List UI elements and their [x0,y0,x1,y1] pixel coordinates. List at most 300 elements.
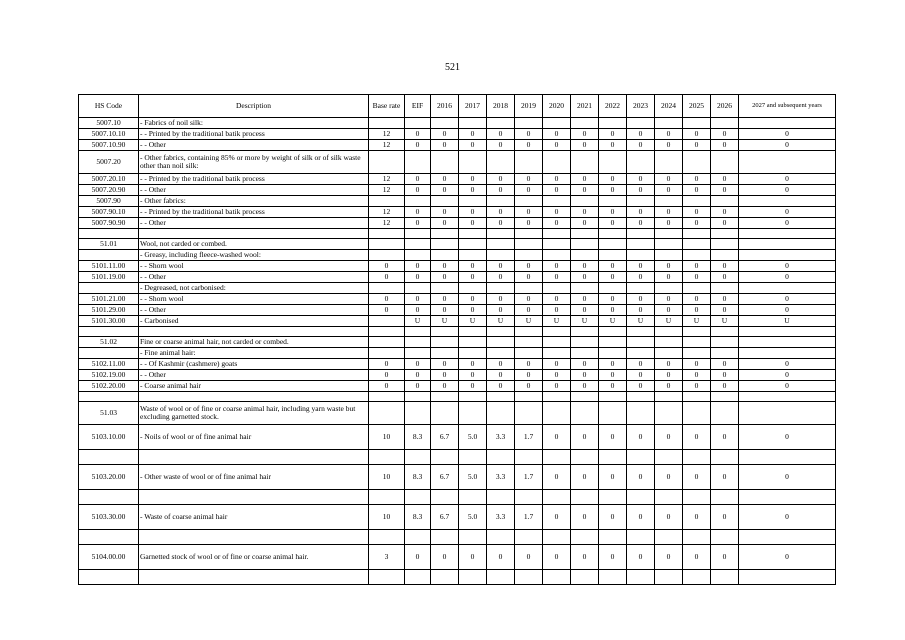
rate-cell: 0 [655,294,683,305]
rate-cell [627,151,655,174]
table-row [79,545,836,570]
rate-cell: 0 [711,140,739,151]
empty-cell [739,490,836,505]
rate-cell: 0 [487,129,515,140]
header-year: 2019 [515,95,543,118]
empty-cell [599,229,627,239]
empty-cell [711,450,739,465]
rate-cell: 0 [459,140,487,151]
empty-cell [655,392,683,402]
rate-cell [543,239,571,250]
rate-cell [431,402,459,425]
rate-cell: 0 [543,545,571,570]
hs-code-cell: 5007.20 [79,151,139,174]
base-rate-cell: 10 [369,425,405,450]
rate-cell: 0 [487,185,515,196]
rate-cell: 0 [431,207,459,218]
rate-cell: 0 [405,174,431,185]
rate-cell [487,283,515,294]
rate-cell: 0 [627,272,655,283]
description-cell: - - Printed by the traditional batik process [139,129,369,140]
rate-cell: 0 [459,207,487,218]
rate-cell: 0 [599,545,627,570]
rate-cell [711,239,739,250]
rate-cell: 0 [571,381,599,392]
hs-code-cell: 5103.30.00 [79,505,139,530]
hs-code-cell [79,348,139,359]
rate-cell [655,348,683,359]
rate-cell [431,250,459,261]
empty-cell [739,392,836,402]
rate-cell [487,402,515,425]
rate-cell: 1.7 [515,465,543,490]
empty-cell [487,570,515,585]
empty-cell [711,229,739,239]
rate-cell: 0 [683,370,711,381]
rate-cell [739,151,836,174]
rate-cell: 0 [431,140,459,151]
hs-code-cell: 5007.10.10 [79,129,139,140]
table-row [79,465,836,490]
table-row [79,570,836,585]
rate-cell: 0 [459,370,487,381]
rate-cell [683,239,711,250]
rate-cell: 0 [571,272,599,283]
rate-cell: 0 [405,305,431,316]
rate-cell [739,118,836,129]
rate-cell [627,118,655,129]
header-year: 2024 [655,95,683,118]
rate-cell: 0 [515,370,543,381]
rate-cell: 0 [431,294,459,305]
table-row [79,316,836,327]
rate-cell: 0 [571,425,599,450]
rate-cell: 0 [683,261,711,272]
empty-cell [139,392,369,402]
hs-code-cell: 5102.11.00 [79,359,139,370]
rate-cell: 0 [627,370,655,381]
rate-cell [683,348,711,359]
base-rate-cell [369,337,405,348]
rate-cell: 0 [487,207,515,218]
table-row [79,283,836,294]
table-row [79,229,836,239]
rate-cell [683,337,711,348]
rate-cell: 5.0 [459,465,487,490]
rate-cell: 0 [599,465,627,490]
empty-cell [459,327,487,337]
empty-cell [683,229,711,239]
rate-cell: 0 [739,505,836,530]
rate-cell [405,283,431,294]
rate-cell: U [599,316,627,327]
description-cell: - Greasy, including fleece-washed wool: [139,250,369,261]
rate-cell [739,337,836,348]
empty-cell [487,530,515,545]
empty-cell [431,490,459,505]
rate-cell [543,348,571,359]
rate-cell [459,250,487,261]
rate-cell: 0 [627,140,655,151]
header-hs-code: HS Code [79,95,139,118]
rate-cell [543,402,571,425]
empty-cell [139,490,369,505]
rate-cell: 0 [711,207,739,218]
table-row [79,359,836,370]
rate-cell: 0 [683,505,711,530]
rate-cell: 0 [487,381,515,392]
hs-code-cell [79,250,139,261]
rate-cell: 0 [543,174,571,185]
rate-cell: 0 [487,140,515,151]
hs-code-cell: 5103.10.00 [79,425,139,450]
empty-cell [627,490,655,505]
table-row [79,381,836,392]
rate-cell: 0 [543,207,571,218]
header-year: 2025 [683,95,711,118]
rate-cell: 0 [599,218,627,229]
base-rate-cell: 3 [369,545,405,570]
rate-cell: 0 [571,174,599,185]
table-row [79,327,836,337]
rate-cell: 0 [655,207,683,218]
empty-cell [79,450,139,465]
rate-cell [515,283,543,294]
empty-cell [543,490,571,505]
hs-code-cell: 51.03 [79,402,139,425]
base-rate-cell [369,316,405,327]
rate-cell: 0 [459,218,487,229]
base-rate-cell: 0 [369,370,405,381]
rate-cell: 0 [655,272,683,283]
rate-cell: 0 [711,294,739,305]
rate-cell: 0 [599,261,627,272]
empty-cell [139,229,369,239]
table-row [79,151,836,174]
description-cell: - Waste of coarse animal hair [139,505,369,530]
rate-cell [571,283,599,294]
rate-cell: 0 [543,505,571,530]
rate-cell: 0 [571,261,599,272]
rate-cell: 0 [543,185,571,196]
empty-cell [369,392,405,402]
empty-cell [739,450,836,465]
rate-cell: 0 [431,305,459,316]
rate-cell: 6.7 [431,505,459,530]
hs-code-cell: 5101.11.00 [79,261,139,272]
description-cell: - - Printed by the traditional batik process [139,174,369,185]
rate-cell: 0 [739,272,836,283]
rate-cell [431,196,459,207]
rate-cell: 0 [459,174,487,185]
header-year: 2017 [459,95,487,118]
hs-code-cell: 5101.30.00 [79,316,139,327]
description-cell: - Carbonised [139,316,369,327]
table-row [79,305,836,316]
empty-cell [79,392,139,402]
rate-cell [711,118,739,129]
description-cell: - Other fabrics, containing 85% or more by weight of silk or of silk waste other than noil silk: [139,151,369,174]
rate-cell: 0 [711,305,739,316]
header-year: 2023 [627,95,655,118]
description-cell: Wool, not carded or combed. [139,239,369,250]
empty-cell [655,229,683,239]
rate-cell: 0 [515,140,543,151]
rate-cell: 0 [543,359,571,370]
rate-cell [599,196,627,207]
description-cell: - - Other [139,305,369,316]
rate-cell: 0 [599,294,627,305]
base-rate-cell [369,348,405,359]
empty-cell [79,530,139,545]
empty-cell [79,327,139,337]
rate-cell [683,250,711,261]
rate-cell [431,239,459,250]
empty-cell [655,327,683,337]
rate-cell: 0 [487,545,515,570]
description-cell: - - Other [139,370,369,381]
table-row [79,272,836,283]
rate-cell [405,196,431,207]
rate-cell [543,250,571,261]
rate-cell: 0 [487,272,515,283]
table-row [79,250,836,261]
description-cell: - Fine animal hair: [139,348,369,359]
rate-cell [405,250,431,261]
header-year: 2021 [571,95,599,118]
rate-cell: 0 [683,305,711,316]
base-rate-cell [369,151,405,174]
rate-cell: 0 [711,505,739,530]
table-row [79,530,836,545]
rate-cell: 0 [515,218,543,229]
rate-cell: 0 [571,370,599,381]
empty-cell [627,570,655,585]
rate-cell [515,250,543,261]
rate-cell: 0 [627,381,655,392]
rate-cell [459,402,487,425]
rate-cell: 0 [683,359,711,370]
rate-cell: 0 [711,261,739,272]
rate-cell: 0 [431,381,459,392]
empty-cell [739,570,836,585]
empty-cell [459,229,487,239]
table-row [79,337,836,348]
rate-cell: 0 [627,261,655,272]
rate-cell: 0 [599,185,627,196]
description-cell: - - Other [139,272,369,283]
rate-cell: 8.3 [405,465,431,490]
empty-cell [139,530,369,545]
rate-cell: 0 [711,218,739,229]
rate-cell: 0 [627,465,655,490]
rate-cell [515,118,543,129]
table-row [79,140,836,151]
rate-cell: 0 [431,370,459,381]
rate-cell: 0 [627,207,655,218]
rate-cell [543,151,571,174]
rate-cell: 0 [571,505,599,530]
hs-code-cell: 51.01 [79,239,139,250]
rate-cell [487,348,515,359]
rate-cell [405,118,431,129]
table-header-row [79,95,836,118]
rate-cell: U [487,316,515,327]
rate-cell: 0 [655,381,683,392]
rate-cell: 0 [515,261,543,272]
table-row [79,425,836,450]
empty-cell [515,392,543,402]
empty-cell [515,490,543,505]
empty-cell [683,570,711,585]
rate-cell: 0 [711,545,739,570]
rate-cell: 0 [459,359,487,370]
header-eif: EIF [405,95,431,118]
empty-cell [711,530,739,545]
rate-cell: 0 [405,207,431,218]
description-cell: - - Printed by the traditional batik process [139,207,369,218]
empty-cell [139,327,369,337]
rate-cell: 0 [683,425,711,450]
rate-cell: 0 [711,129,739,140]
rate-cell: 0 [515,545,543,570]
empty-cell [431,327,459,337]
rate-cell [515,151,543,174]
rate-cell: 0 [459,185,487,196]
rate-cell [459,337,487,348]
empty-cell [571,450,599,465]
description-cell: Garnetted stock of wool or of fine or coarse animal hair. [139,545,369,570]
empty-cell [571,530,599,545]
rate-cell [515,337,543,348]
rate-cell: U [515,316,543,327]
empty-cell [515,530,543,545]
rate-cell: 0 [627,294,655,305]
rate-cell: 0 [711,370,739,381]
rate-cell: 0 [515,305,543,316]
rate-cell: 0 [683,207,711,218]
rate-cell [431,337,459,348]
hs-code-cell: 5007.20.90 [79,185,139,196]
rate-cell: 0 [683,140,711,151]
rate-cell: 0 [405,129,431,140]
rate-cell [599,151,627,174]
rate-cell: 0 [431,218,459,229]
base-rate-cell: 10 [369,505,405,530]
rate-cell: 0 [655,359,683,370]
rate-cell: 0 [599,359,627,370]
rate-cell: 0 [683,185,711,196]
base-rate-cell: 10 [369,465,405,490]
empty-cell [405,570,431,585]
hs-code-cell: 5101.21.00 [79,294,139,305]
table-row [79,129,836,140]
empty-cell [369,450,405,465]
table-row [79,490,836,505]
rate-cell [459,239,487,250]
rate-cell: 0 [739,545,836,570]
rate-cell: 0 [739,129,836,140]
rate-cell [431,283,459,294]
rate-cell: 0 [487,294,515,305]
rate-cell [405,337,431,348]
rate-cell [711,348,739,359]
description-cell: - - Shorn wool [139,294,369,305]
rate-cell [683,196,711,207]
base-rate-cell: 12 [369,218,405,229]
description-cell: - - Other [139,185,369,196]
empty-cell [655,490,683,505]
description-cell: - - Other [139,140,369,151]
page-number: 521 [445,62,460,73]
rate-cell [739,196,836,207]
rate-cell: 0 [543,425,571,450]
rate-cell: 0 [711,185,739,196]
rate-cell: 0 [599,129,627,140]
empty-cell [543,570,571,585]
hs-code-cell: 5101.29.00 [79,305,139,316]
rate-cell [571,337,599,348]
rate-cell: 0 [627,218,655,229]
rate-cell: 0 [683,381,711,392]
rate-cell: 0 [655,505,683,530]
empty-cell [369,570,405,585]
rate-cell [571,151,599,174]
rate-cell: 0 [599,140,627,151]
rate-cell: 8.3 [405,425,431,450]
rate-cell: 0 [599,207,627,218]
empty-cell [571,392,599,402]
rate-cell [571,239,599,250]
rate-cell: 0 [571,294,599,305]
empty-cell [711,570,739,585]
rate-cell: 0 [739,294,836,305]
empty-cell [627,530,655,545]
empty-cell [405,229,431,239]
rate-cell: 0 [515,129,543,140]
rate-cell: 0 [711,465,739,490]
empty-cell [139,570,369,585]
empty-cell [431,530,459,545]
rate-cell [599,402,627,425]
description-cell: Fine or coarse animal hair, not carded or combed. [139,337,369,348]
rate-cell [711,151,739,174]
description-cell: - Degreased, not carbonised: [139,283,369,294]
rate-cell: 0 [543,294,571,305]
empty-cell [599,450,627,465]
rate-cell: U [739,316,836,327]
rate-cell [627,239,655,250]
rate-cell: 0 [515,185,543,196]
rate-cell: 0 [627,505,655,530]
header-base-rate: Base rate [369,95,405,118]
empty-cell [431,570,459,585]
rate-cell: 0 [627,305,655,316]
empty-cell [655,570,683,585]
rate-cell [599,337,627,348]
rate-cell: U [627,316,655,327]
base-rate-cell: 12 [369,140,405,151]
empty-cell [627,392,655,402]
rate-cell [655,239,683,250]
rate-cell: U [711,316,739,327]
rate-cell: 0 [571,545,599,570]
rate-cell: 0 [599,305,627,316]
rate-cell: 0 [543,465,571,490]
hs-code-cell: 5103.20.00 [79,465,139,490]
rate-cell: 0 [739,425,836,450]
rate-cell: 0 [683,174,711,185]
